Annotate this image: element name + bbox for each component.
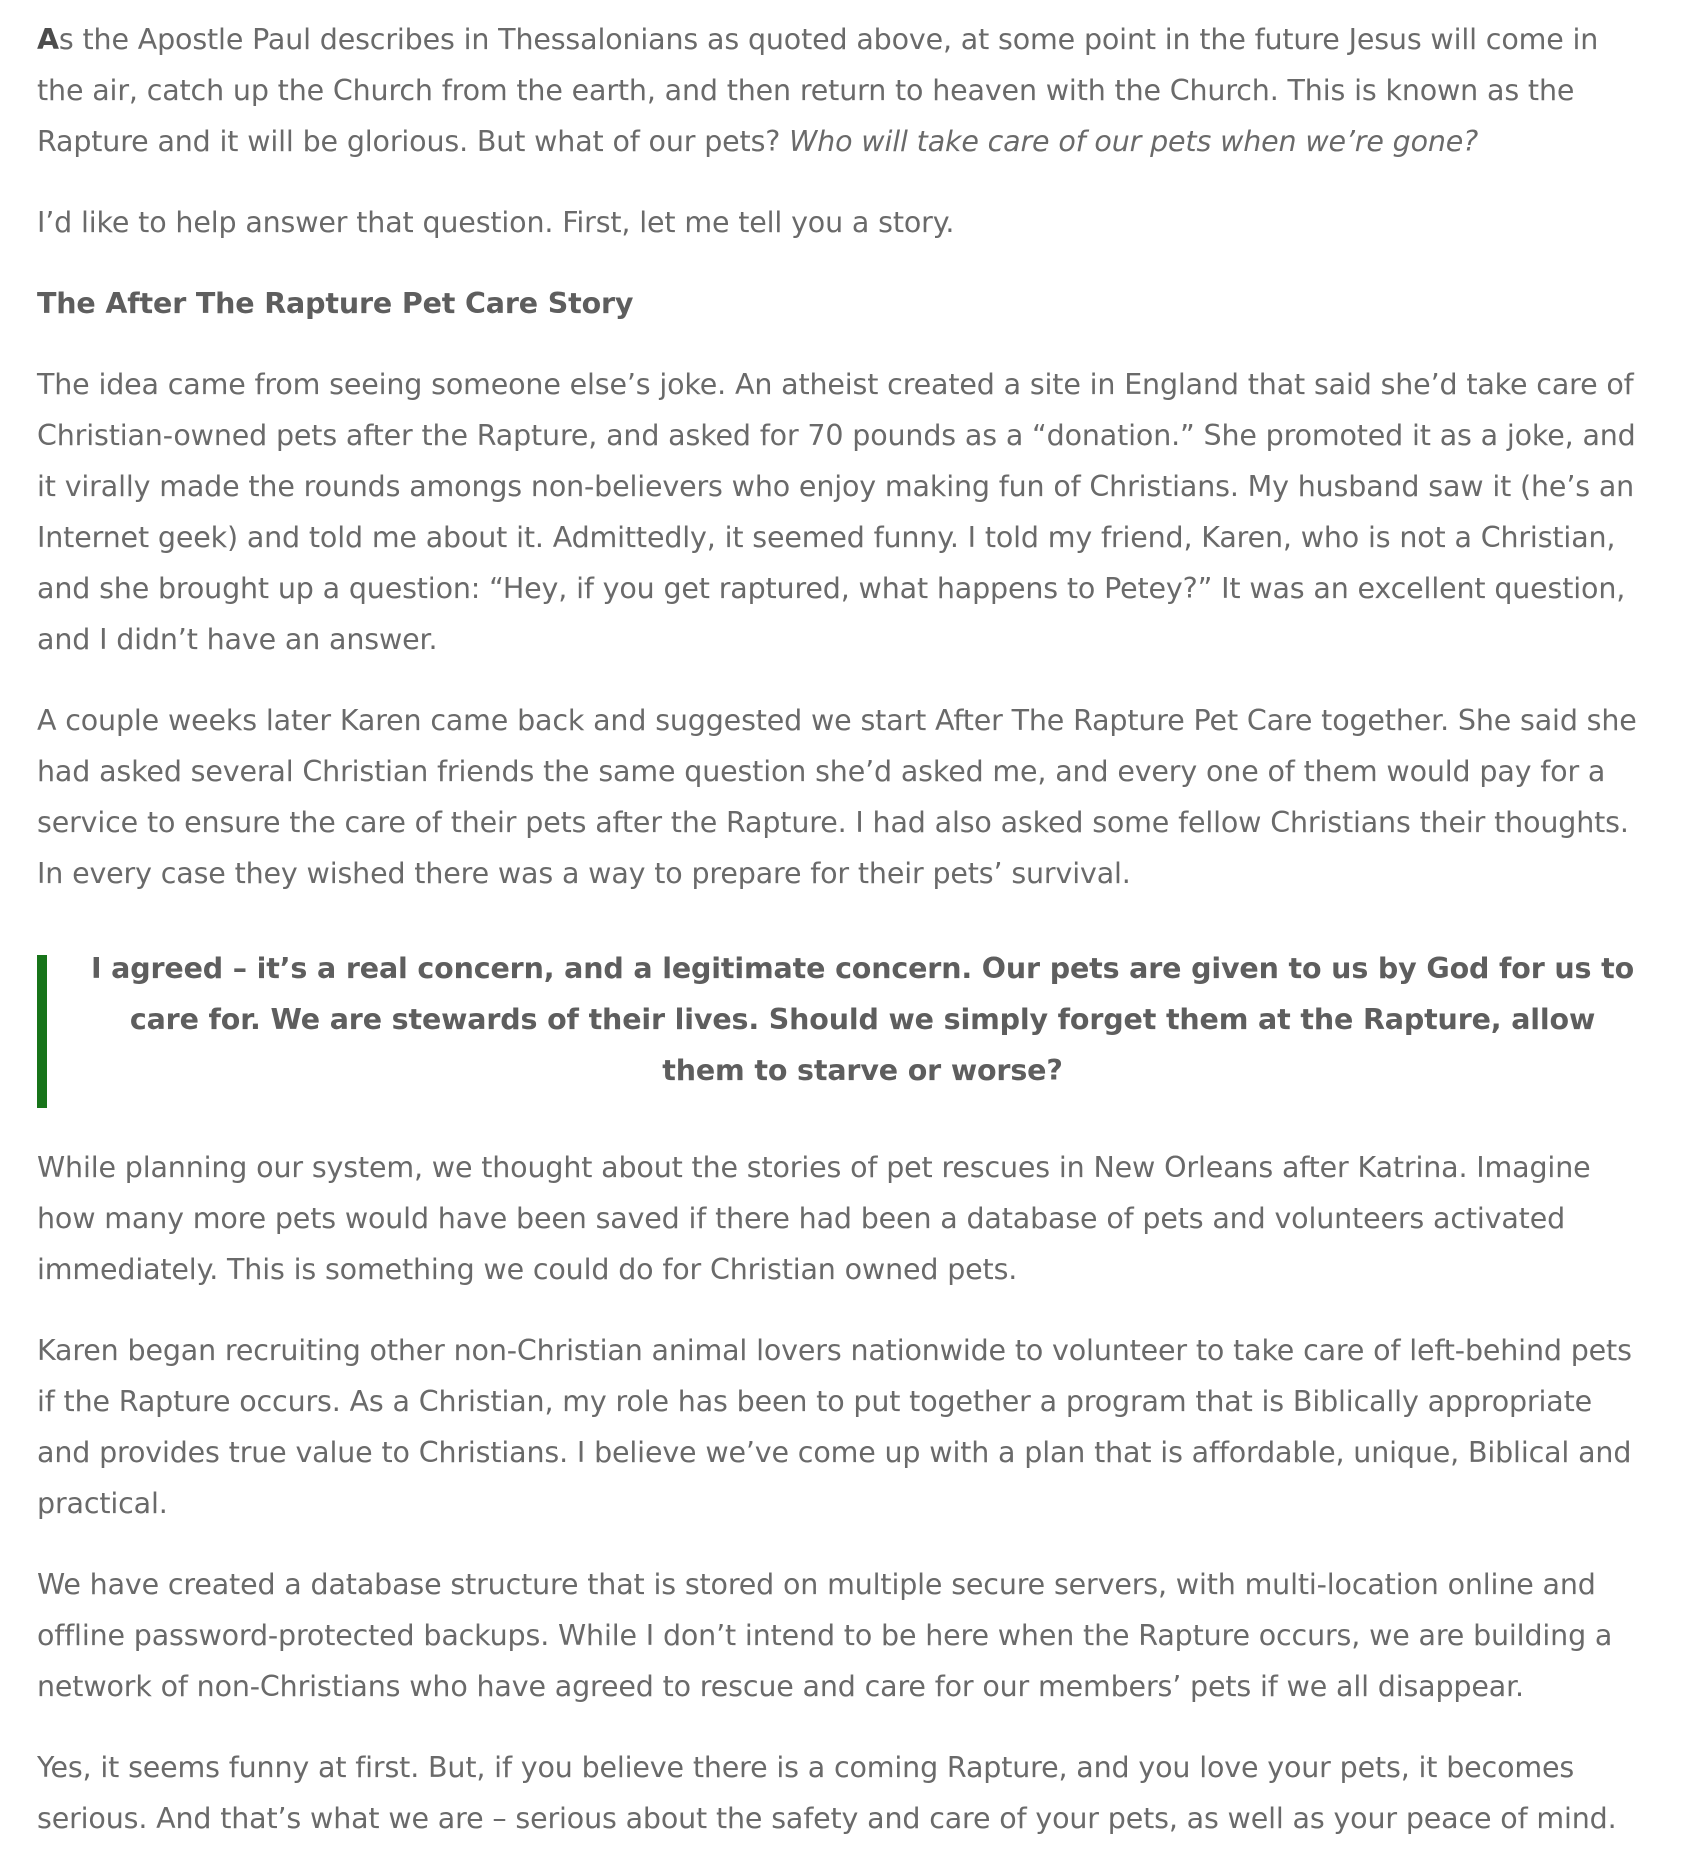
intro-paragraph — [37, 14, 1648, 167]
paragraph-database: We have created a database structure that is stored on multiple secure servers, with multi-location online and offline password-protected backups. While I don’t intend to be here when the Rapture occurs, we are building a network of non-Christians who have agreed to rescue and care for our members’ pets if we all disappear. — [37, 1568, 1613, 1703]
quote-accent-bar — [37, 955, 47, 1108]
pull-quote-text: I agreed – it’s a real concern, and a legitimate concern. Our pets are given to us by God for us to care for. We are stewards of their lives. Should we simply forget them at the Rapture, allow them to starve or worse? — [90, 952, 1635, 1087]
paragraph-story-lead: I’d like to help answer that question. First, let me tell you a story. — [37, 206, 955, 239]
paragraph-origin: The idea came from seeing someone else’s joke. An atheist created a site in England that said she’d take care of Christian-owned pets after the Rapture, and asked for 70 pounds as a “donation.” She promoted it as a joke, and it virally made the rounds amongs non-believers who enjoy making fun of Christians. My husband saw it (he’s an Internet geek) and told me about it. Admittedly, it seemed funny. I told my friend, Karen, who is not a Christian, and she brought up a question: “Hey, if you get raptured, what happens to Petey?” It was an excellent question, and I didn’t have an answer. — [37, 368, 1636, 656]
paragraph-planning: While planning our system, we thought about the stories of pet rescues in New Orleans after Katrina. Imagine how many more pets would have been saved if there had been a database of pets and volunteers activated immediately. This is something we could do for Christian owned pets. — [37, 1151, 1591, 1286]
section-heading: The After The Rapture Pet Care Story — [37, 287, 634, 320]
intro-question: Who will take care of our pets when we’re gone? — [789, 125, 1479, 158]
pull-quote — [37, 943, 1648, 1096]
intro-first-letter: A — [37, 23, 59, 56]
paragraph-closing: Yes, it seems funny at first. But, if you believe there is a coming Rapture, and you love your pets, it becomes serious. And that’s what we are – serious about the safety and care of your pets, as well as your peace of mind. — [37, 1751, 1617, 1835]
paragraph-recruiting: Karen began recruiting other non-Christian animal lovers nationwide to volunteer to take care of left-behind pets if the Rapture occurs. As a Christian, my role has been to put together a program that is Biblically appropriate and provides true value to Christians. I believe we’ve come up with a plan that is affordable, unique, Biblical and practical. — [37, 1334, 1632, 1520]
paragraph-founding: A couple weeks later Karen came back and suggested we start After The Rapture Pet Care together. She said she had asked several Christian friends the same question she’d asked me, and every one of them would pay for a service to ensure the care of their pets after the Rapture. I had also asked some fellow Christians their thoughts. In every case they wished there was a way to prepare for their pets’ survival. — [37, 704, 1637, 890]
intro-text: s the Apostle Paul describes in Thessalonians as quoted above, at some point in the future Jesus will come in the air, catch up the Church from the earth, and then return to heaven with the Church. This is known as the Rapture and it will be glorious. But what of our pets? — [37, 23, 1599, 158]
